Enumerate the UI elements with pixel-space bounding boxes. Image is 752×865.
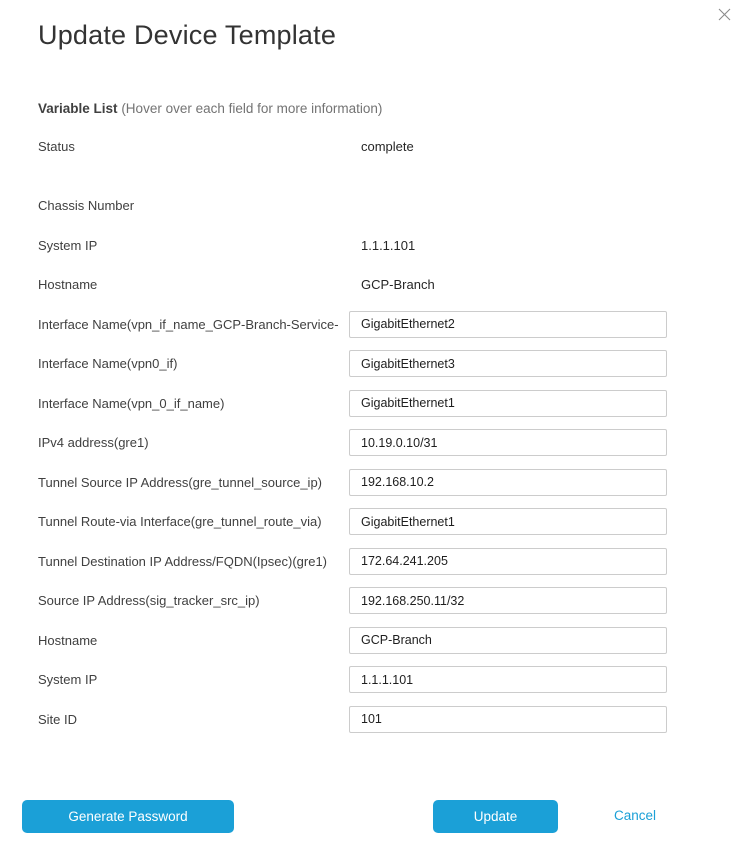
tunnel-destination-ip-input[interactable] [349, 548, 667, 575]
row-site-id [38, 706, 732, 733]
ipv4-address-gre1-input[interactable] [349, 429, 667, 456]
field-label: Tunnel Source IP Address(gre_tunnel_source_ip) [38, 474, 323, 490]
close-button[interactable] [715, 5, 733, 23]
site-id-input[interactable] [349, 706, 667, 733]
row-system-ip-input [38, 666, 732, 693]
row-tunnel-source-ip [38, 469, 732, 496]
interface-name-vpn0-if-input[interactable] [349, 350, 667, 377]
system-ip-input[interactable] [349, 666, 667, 693]
variable-list-hint: (Hover over each field for more information) [121, 101, 383, 116]
row-ipv4-address-gre1 [38, 429, 732, 456]
update-button[interactable]: Update [433, 800, 558, 833]
variable-list-heading [38, 101, 382, 116]
variable-list [38, 133, 732, 745]
row-tunnel-destination-ip [38, 548, 732, 575]
field-label: Tunnel Route-via Interface(gre_tunnel_route_via) [38, 514, 322, 529]
field-label: Site ID [38, 711, 78, 727]
hostname-input[interactable] [349, 627, 667, 654]
row-chassis-number [38, 192, 732, 219]
variable-list-title: Variable List [38, 101, 118, 116]
field-label: System IP [38, 237, 98, 253]
generate-password-button[interactable]: Generate Password [22, 800, 234, 833]
page-title: Update Device Template [38, 20, 337, 50]
field-label: Hostname [38, 277, 98, 292]
field-value-static: 1.1.1.101 [361, 237, 416, 253]
field-label: System IP [38, 672, 98, 687]
field-label: Chassis Number [38, 198, 135, 213]
field-value-static: GCP-Branch [361, 277, 435, 292]
field-label: Tunnel Destination IP Address/FQDN(Ipsec)(gre1) [38, 553, 328, 569]
field-label: Status [38, 139, 75, 154]
field-label: Hostname [38, 632, 98, 648]
row-interface-name-vpn0-if [38, 350, 732, 377]
field-label: Source IP Address(sig_tracker_src_ip) [38, 593, 260, 608]
close-icon [718, 8, 731, 21]
interface-name-vpn-0-if-name-input[interactable] [349, 390, 667, 417]
field-label: Interface Name(vpn_0_if_name) [38, 395, 225, 411]
field-label: IPv4 address(gre1) [38, 435, 149, 450]
tunnel-route-via-input[interactable] [349, 508, 667, 535]
row-system-ip-static [38, 232, 732, 259]
footer-actions [0, 800, 752, 840]
cancel-button[interactable]: Cancel [614, 808, 657, 823]
row-interface-name-vpn-0-if-name [38, 390, 732, 417]
field-label: Interface Name(vpn0_if) [38, 356, 178, 371]
row-hostname-input [38, 627, 732, 654]
row-tunnel-route-via [38, 508, 732, 535]
row-status [38, 133, 732, 160]
row-hostname-static [38, 271, 732, 298]
tunnel-source-ip-input[interactable] [349, 469, 667, 496]
interface-name-service-input[interactable] [349, 311, 667, 338]
row-source-ip-tracker [38, 587, 732, 614]
field-label: Interface Name(vpn_if_name_GCP-Branch-Service- [38, 316, 339, 332]
field-value-static: complete [361, 139, 414, 154]
source-ip-tracker-input[interactable] [349, 587, 667, 614]
row-interface-name-service [38, 311, 732, 338]
